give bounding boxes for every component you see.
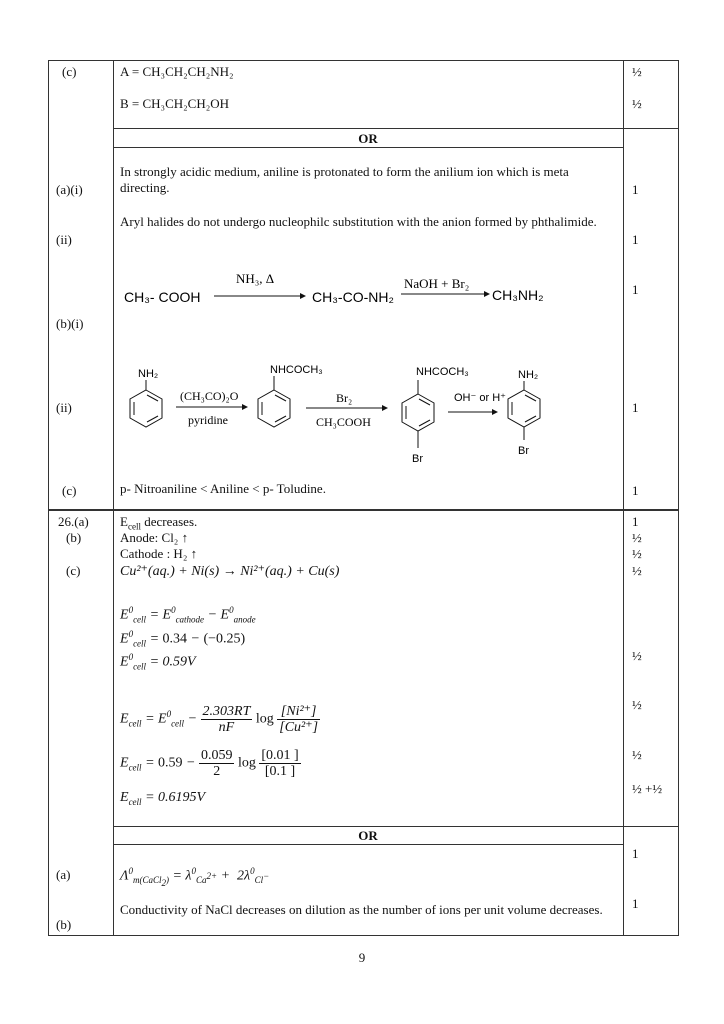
nernst-log-den: [Cu²⁺] (279, 720, 319, 735)
bii-benzene-ring-1 (130, 380, 162, 427)
e0-cathode-value: 0.34 (162, 631, 188, 647)
q25-bii-label: (ii) (56, 400, 72, 415)
bii-reagent1-top: (CH₃CO)₂O (180, 389, 239, 403)
nernst-substituted: $E_{cell} = 0.59$ − $\frac{0.059}{2}$ log $\frac{[0.01 ]}{[0.1 ]}$ (120, 748, 299, 779)
nernst-log-frac (277, 704, 320, 735)
nernst-coef-frac-2 (199, 748, 235, 779)
bii-benzene-ring-4 (508, 381, 540, 440)
table1-top-border (48, 60, 679, 61)
q25-c-mark-b: ½ (632, 96, 642, 111)
q26-anode: Anode: Cl₂ ↑ (120, 530, 189, 545)
q26-nernst-mark-2: ½ (632, 747, 642, 762)
table2-left-border (48, 510, 49, 936)
bi-intermediate: CH₃-CO-NH₂ (312, 289, 394, 305)
nernst-coef-num: 0.059 (200, 748, 233, 763)
q25-aii-mark: 1 (632, 232, 639, 247)
q26-or-a-mark: 1 (632, 846, 639, 861)
q25-c-answer-b: B = CH₃CH₂CH₂OH (120, 96, 230, 111)
bi-arrow-1-head (300, 293, 306, 299)
q26-cell-reaction: Cu²⁺(aq.) + Ni(s) → Ni²⁺(aq.) + Cu(s) (120, 564, 340, 579)
page-number: 9 (358, 950, 366, 965)
q25-c2-mark: 1 (632, 483, 639, 498)
q26-c-label: (c) (66, 563, 81, 578)
e0-result-value: 0.59V (162, 654, 196, 670)
nernst-formula: $E_{cell} = E^0_{cell}$ − $\frac{2.303RT}{nF}$ log $\frac{\text{[Ni²⁺]}}{\text{[Cu²⁺]}}$ (120, 704, 319, 735)
table2-col-divider-2 (623, 510, 624, 936)
bii-reagent2-bottom: CH₃COOH (316, 415, 371, 429)
q25-ai-label: (a)(i) (56, 182, 83, 197)
bii-benzene-ring-3 (402, 380, 434, 448)
nernst-result: $E_{cell} = 0.6195V$ (120, 790, 206, 807)
nernst-result-value: 0.6195V (158, 790, 206, 805)
bii-start-group: NH₂ (138, 368, 159, 380)
q25-c-mark-a: ½ (632, 64, 642, 79)
bii-reagent1-bottom: pyridine (188, 413, 228, 427)
bi-reagent2: NaOH + Br₂ (404, 276, 470, 291)
ecell-decreases: decreases. (140, 514, 198, 529)
q25-ai-mark: 1 (632, 182, 639, 197)
q25-aii-label: (ii) (56, 232, 72, 247)
bi-arrow-2-head (484, 291, 490, 297)
table2-or-top (113, 826, 679, 827)
table2-col-divider-1 (113, 510, 114, 936)
bii-product-sub: Br (518, 445, 529, 457)
q26-or-a-label: (a) (56, 867, 71, 882)
q25-bi-label: (b)(i) (56, 316, 84, 331)
q25-c-answer-a: A = CH₃CH₂CH₂NH₂ (120, 64, 234, 79)
q26-e0-mark: ½ (632, 648, 642, 663)
q25-bi-reaction-scheme (114, 266, 614, 316)
table1-or-bottom (113, 147, 623, 148)
q25-c-label: (c) (62, 64, 77, 79)
q25-bi-mark: 1 (632, 282, 639, 297)
table2-or-bottom (113, 844, 623, 845)
q25-c2-label: (c) (62, 483, 77, 498)
table2-top-border (48, 510, 679, 511)
q25-c2-text: p- Nitroaniline < Aniline < p- Toludine. (120, 481, 326, 496)
q26-a-label: 26.(a) (58, 514, 89, 529)
q26-b-label: (b) (66, 530, 82, 545)
q25-aii-text: Aryl halides do not undergo nucleophilc substitution with the anion formed by phthalimide. (120, 214, 597, 229)
bii-arrow-3-head (492, 409, 498, 415)
bii-inter2-group: NHCOCH₃ (416, 366, 469, 378)
q26-or-b-text: Conductivity of NaCl decreases on dilution as the number of ions per unit volume decreases. (120, 902, 603, 917)
nernst-const: 2.303RT (202, 704, 251, 719)
bii-benzene-ring-2 (258, 376, 290, 427)
q26-mark-3: ½ (632, 546, 642, 561)
nernst-e0: 0.59 (158, 755, 183, 771)
q26-cathode: Cathode : H₂ ↑ (120, 546, 198, 561)
ecell-symbol: E (120, 514, 128, 529)
bii-product-group: NH₂ (518, 369, 539, 381)
nernst-den: nF (218, 720, 235, 735)
table1-or-top (113, 128, 679, 129)
nernst-coef-frac (201, 704, 253, 735)
q25-bii-mark: 1 (632, 400, 639, 415)
bi-product: CH₃NH₂ (492, 287, 544, 303)
q25-bii-reaction-scheme (114, 360, 614, 475)
nernst-conc-frac (259, 748, 300, 779)
nernst-log-num: [Ni²⁺] (277, 704, 320, 720)
bii-arrow-1-head (242, 404, 248, 410)
q26-or-b-label: (b) (56, 917, 72, 932)
bi-reactant: CH₃- COOH (124, 289, 201, 305)
q26-or-b-mark: 1 (632, 896, 639, 911)
table1-left-border (48, 60, 49, 510)
bii-inter1-group: NHCOCH₃ (270, 364, 323, 376)
e0-formula: $E^0_{cell} = E^0_{cathode} - E^0_{anode}$ (120, 605, 256, 625)
nernst-conc-num: [0.01 ] (261, 748, 299, 763)
q26-mark-4: ½ (632, 563, 642, 578)
q26-mark-2: ½ (632, 530, 642, 545)
e0-anode-value: (−0.25) (203, 631, 246, 647)
e0-substitution: $E^0_{cell} = 0.34 - (-0.25)$ (120, 629, 246, 649)
q26-mark-1: 1 (632, 514, 639, 529)
bii-arrow-2-head (382, 405, 388, 411)
e0-result: $E^0_{cell} = 0.59V$ (120, 652, 196, 672)
q26-or-heading: OR (358, 828, 378, 843)
nernst-conc-den: [0.1 ] (264, 764, 296, 779)
molar-conductivity-formula: $\Lambda^0_{m(CaCl_2)} = \lambda^0_{Ca^{2+}} + 2\lambda^0_{Cl^-}$ (120, 866, 270, 889)
bii-reagent2-top: Br₂ (336, 391, 353, 405)
q26-nernst-mark-3: ½ +½ (632, 781, 663, 796)
bi-reagent1: NH₃, Δ (236, 271, 275, 286)
q26-nernst-mark-1: ½ (632, 697, 642, 712)
table2-bottom-border (48, 935, 679, 936)
bii-inter2-sub: Br (412, 453, 423, 465)
table2-right-border (678, 510, 679, 936)
bii-reagent3: OH⁻ or H⁺ (454, 392, 506, 404)
nernst-coef-den: 2 (213, 764, 221, 779)
q25-or-heading: OR (358, 131, 378, 146)
ecell-subscript: cell (127, 521, 141, 532)
q25-ai-text: In strongly acidic medium, aniline is protonated to form the anilium ion which is meta directing. (120, 164, 569, 195)
